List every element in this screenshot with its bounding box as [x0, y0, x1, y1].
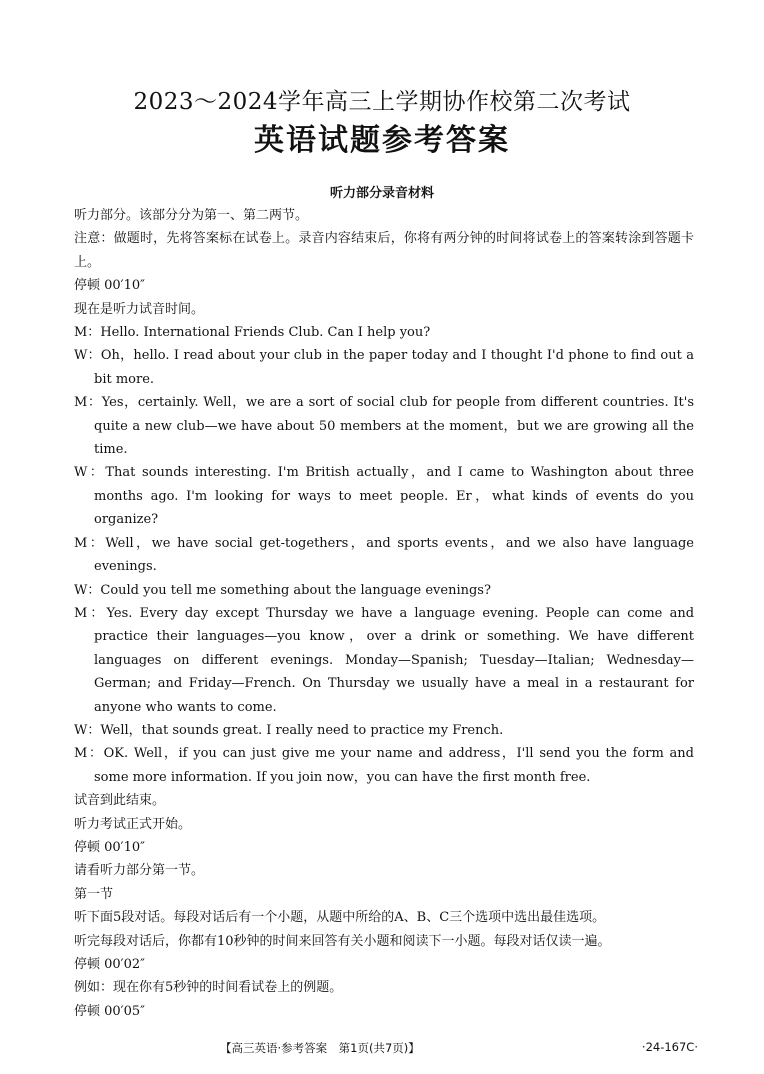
dialogue-line: [74, 391, 694, 461]
footer-code: ·24-167C·: [641, 1040, 698, 1054]
speaker-label: W：: [74, 582, 101, 598]
speaker-label: W：: [74, 722, 101, 738]
section-heading: 听力部分录音材料: [329, 186, 434, 201]
trial-start-line: 现在是听力试音时间。: [74, 301, 205, 317]
speaker-label: M：: [74, 605, 107, 621]
dialogue-line: [74, 602, 694, 719]
section-label: 第一节: [74, 886, 114, 902]
dialogue-text: OK. Well，if you can just give me your name and address，I'll send you the form and some more information. If you join now，you can have the first month free.: [94, 746, 694, 785]
see-part-line: 请看听力部分第一节。: [74, 863, 205, 879]
dialogue-line: [74, 461, 694, 531]
dialogue-text: Yes. Every day except Thursday we have a language evening. People can come and practice their languages—you know，over a drink or something. We have different languages on different evenings. Monday—Spanish; Tuesday—Italian; Wednesday—German; and Friday—French. On Thursday we usually have a meal in a restaurant for anyone who wants to come.: [94, 605, 695, 715]
example-line: 例如：现在你有5秒钟的时间看试卷上的例题。: [74, 980, 343, 996]
instruction-line: 听完每段对话后，你都有10秒钟的时间来回答有关小题和阅读下一小题。每段对话仅读一遍。: [74, 933, 611, 949]
dialogue-text: Yes，certainly. Well，we are a sort of social club for people from different countries. It's quite a new club—we have about 50 members at the moment，but we are growing all the time.: [94, 395, 695, 458]
intro-line: 听力部分。该部分分为第一、第二两节。: [74, 208, 309, 223]
pause-line: 停顿 00′05″: [74, 1003, 146, 1019]
dialogue-text: Well，that sounds great. I really need to practice my French.: [100, 722, 504, 738]
dialogue-text: That sounds interesting. I'm British actually，and I came to Washington about three months ago. I'm looking for ways to meet people. Er，what kinds of events do you organize?: [94, 465, 694, 528]
exam-title: 2023～2024学年高三上学期协作校第二次考试: [133, 89, 631, 115]
intro-notice: 注意：做题时，先将答案标在试卷上。录音内容结束后，你将有两分钟的时间将试卷上的答案转涂到答题卡上。: [74, 231, 694, 270]
speaker-label: M：: [74, 395, 102, 411]
dialogue-line: [74, 719, 694, 742]
speaker-label: W：: [74, 465, 106, 481]
instruction-line: 听下面5段对话。每段对话后有一个小题，从题中所给的A、B、C三个选项中选出最佳选项。: [74, 910, 606, 926]
trial-end-line: 试音到此结束。: [74, 793, 166, 809]
dialogue-line: [74, 321, 694, 344]
dialogue-line: [74, 579, 694, 602]
pause-line: 停顿 00′10″: [74, 278, 146, 294]
pause-line: 停顿 00′10″: [74, 839, 146, 855]
dialogue-text: Well，we have social get-togethers，and sports events，and we also have language evenings.: [94, 535, 695, 575]
dialogue-line: [74, 532, 694, 579]
speaker-label: M：: [74, 535, 106, 551]
dialogue-line: [74, 344, 694, 391]
footer-page-info: 【高三英语·参考答案 第1页(共7页)】: [220, 1041, 420, 1055]
exam-start-line: 听力考试正式开始。: [74, 816, 192, 832]
dialogue-text: Hello. International Friends Club. Can I help you?: [100, 325, 431, 341]
transcript-body: [74, 204, 694, 1023]
speaker-label: M：: [74, 746, 104, 762]
dialogue-line: [74, 742, 694, 789]
document-title: 英语试题参考答案: [254, 123, 510, 158]
pause-line: 停顿 00′02″: [74, 957, 146, 972]
speaker-label: W：: [74, 348, 101, 364]
speaker-label: M：: [74, 325, 101, 341]
dialogue-text: Could you tell me something about the language evenings?: [100, 582, 491, 598]
dialogue-text: Oh，hello. I read about your club in the paper today and I thought I'd phone to find out a bit more.: [94, 348, 694, 387]
